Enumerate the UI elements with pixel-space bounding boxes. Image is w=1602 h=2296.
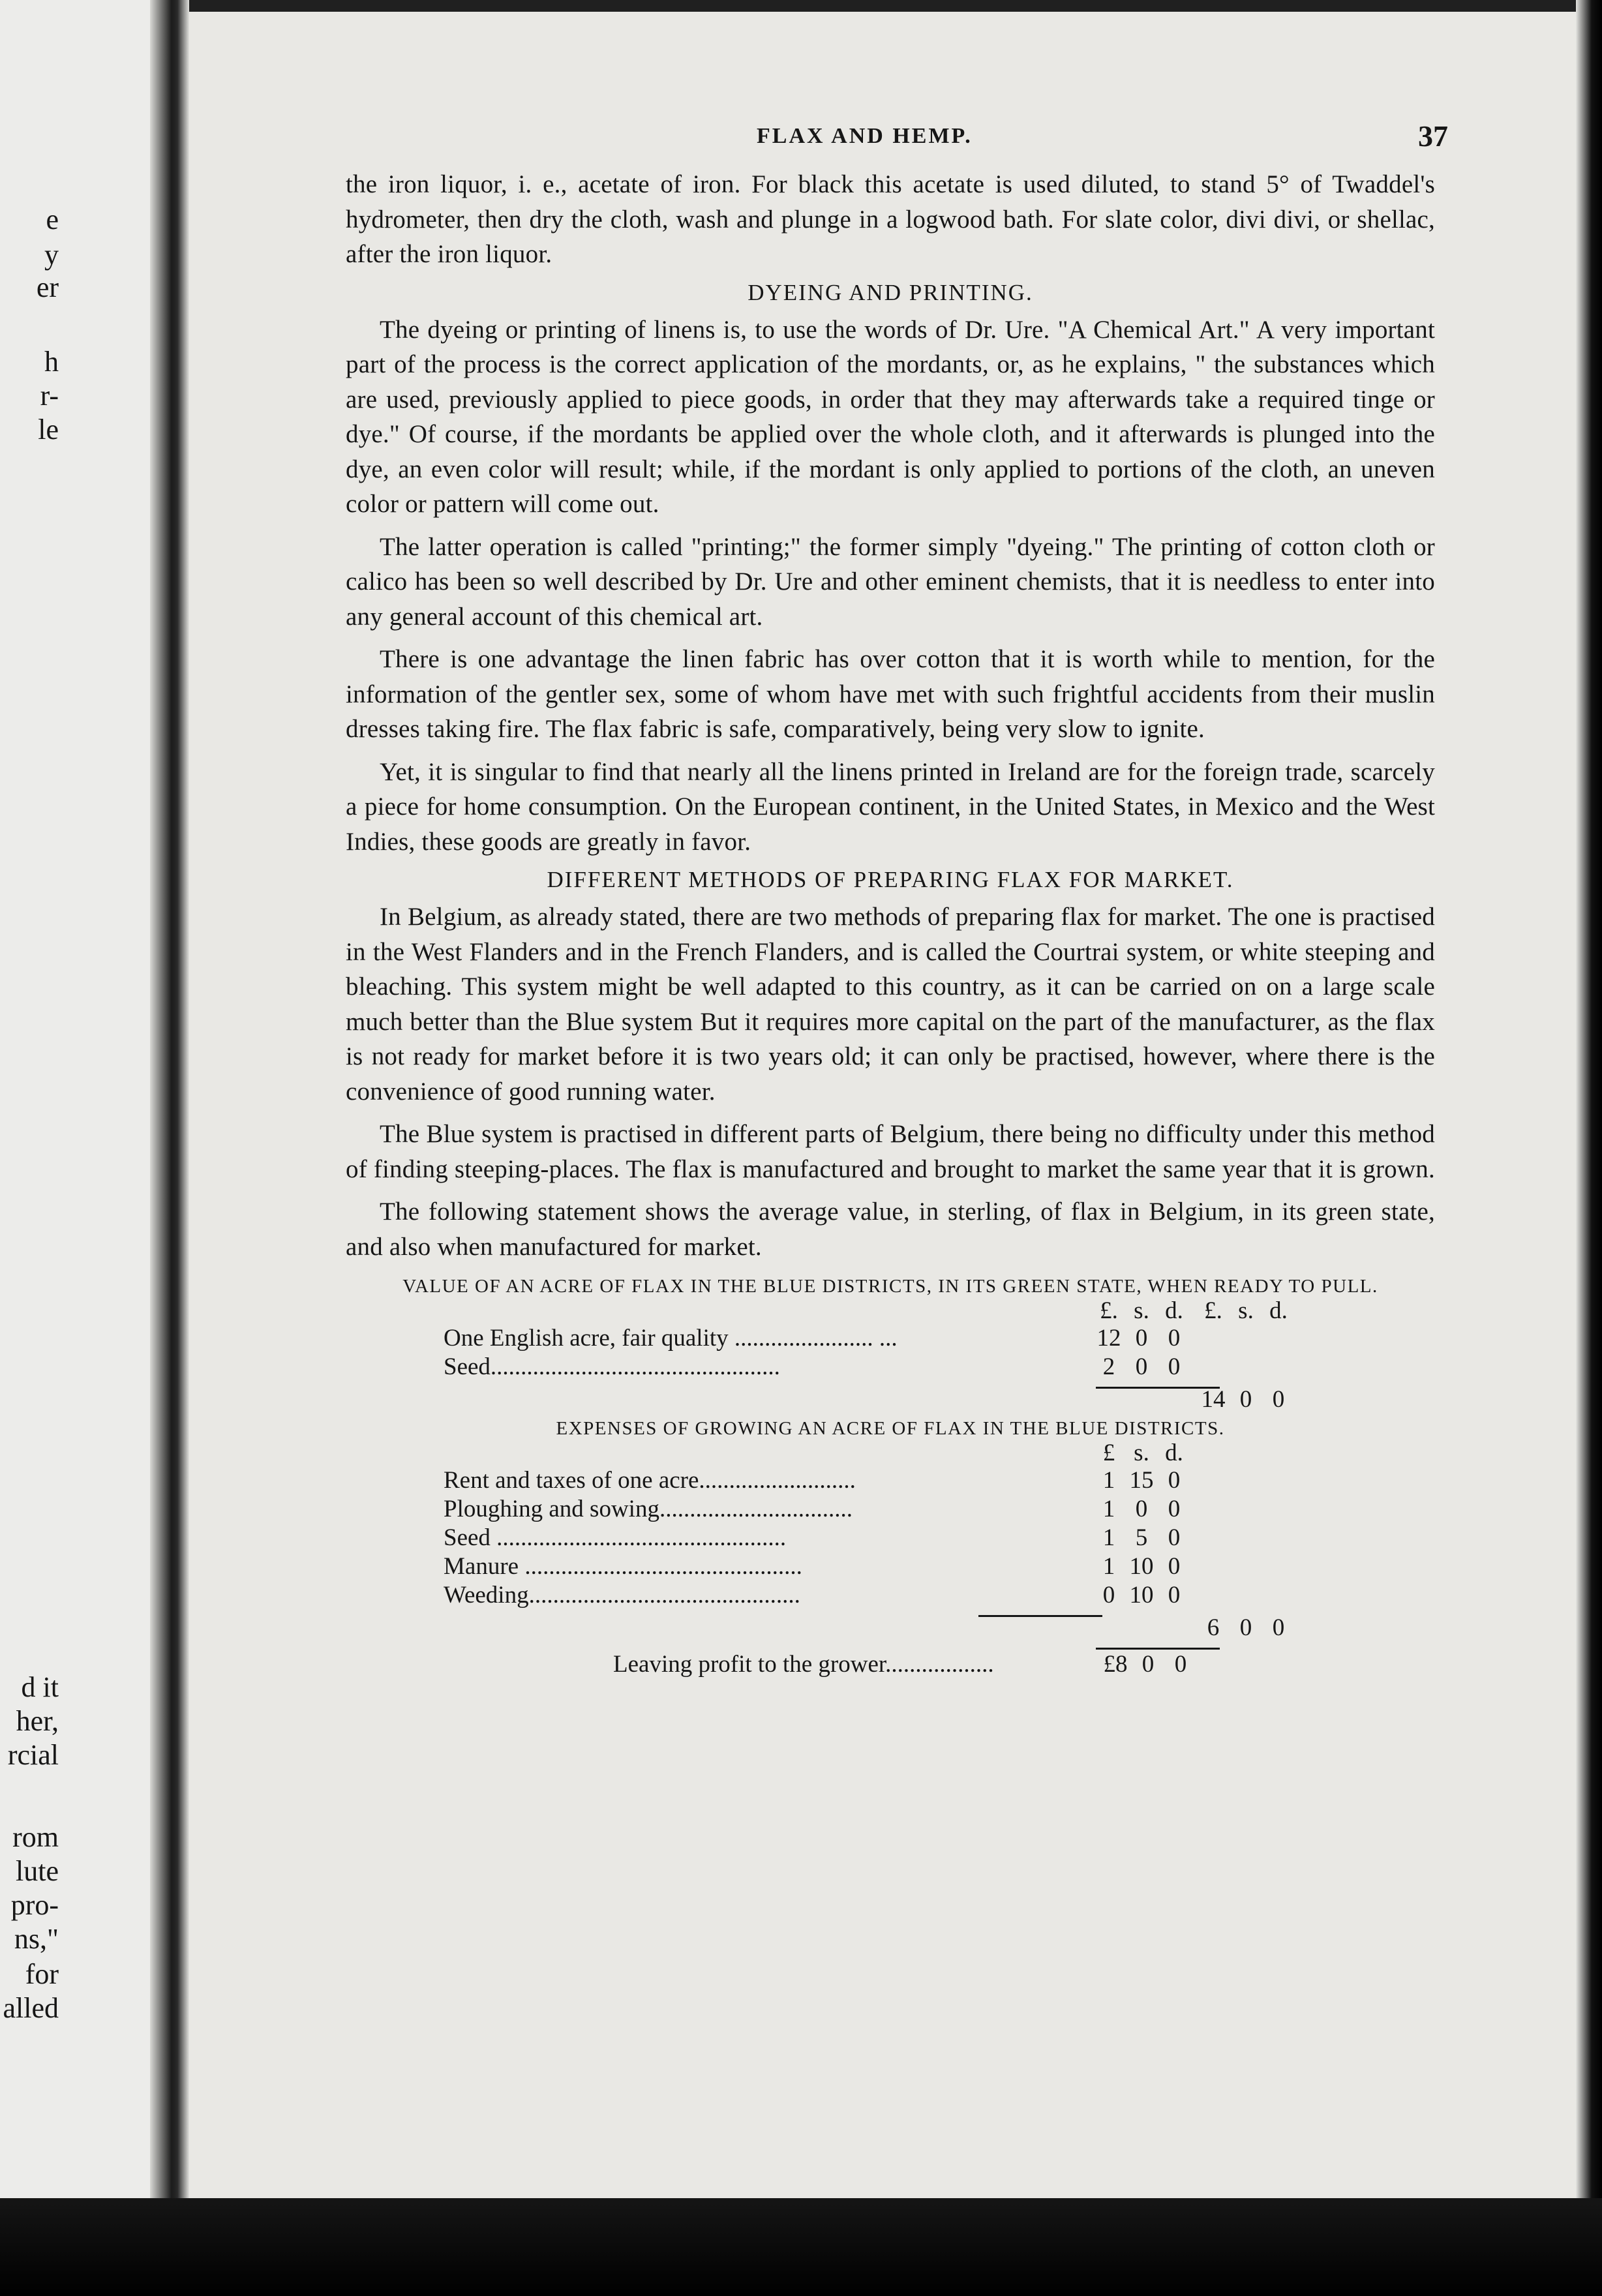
total-pence: 0 (1272, 1614, 1285, 1641)
column-header: £. (1204, 1297, 1222, 1324)
pence-value: 0 (1168, 1325, 1181, 1352)
column-header: d. (1165, 1297, 1183, 1324)
row-label: Rent and taxes of one acre.......................... (444, 1467, 856, 1494)
table-row (444, 1524, 1435, 1552)
left-fragment: rcial (7, 1739, 59, 1771)
left-fragment: ns," (14, 1923, 59, 1955)
total-pence: 0 (1272, 1386, 1285, 1413)
paragraph: The following statement shows the average value, in sterling, of flax in Belgium, in its green state, and also when manufactured for market. (346, 1198, 1435, 1261)
shillings-value: 15 (1129, 1467, 1154, 1494)
shillings-value: 10 (1129, 1553, 1154, 1580)
paragraph: Yet, it is singular to find that nearly all the linens printed in Ireland are for the foreign trade, scarcely a piece for home consumption. On the European continent, in the United States, in Mexico and the West Indies, these goods are greatly in favor. (346, 757, 1435, 856)
running-title: FLAX AND HEMP. (757, 124, 973, 148)
table-row (444, 1552, 1435, 1581)
page-header (346, 119, 1448, 167)
bottom-scan-edge (0, 2198, 1602, 2296)
total-row (444, 1614, 1435, 1642)
pounds-value: 1 (1102, 1467, 1115, 1494)
left-fragment: h (44, 346, 59, 378)
shillings-value: 10 (1129, 1582, 1154, 1609)
shillings-value: 0 (1135, 1325, 1148, 1352)
pounds-value: 1 (1102, 1524, 1115, 1551)
paragraph: The dyeing or printing of linens is, to use the words of Dr. Ure. "A Chemical Art." A very important part of the process is the correct application of the mordants, or, as he explains, " the substances which are used, previously applied to piece goods, in order that they may afterwards take a required tinge or dye." Of course, if the mordants be applied over the whole cloth, and it afterwards is plunged into the dye, an even color will result; while, if the mordant is only applied to portions of the cloth, an uneven color or pattern will come out. (346, 315, 1435, 518)
column-header: £ (1102, 1440, 1115, 1466)
table-row (444, 1353, 1435, 1382)
left-fragment: pro- (10, 1889, 59, 1921)
total-shillings: 0 (1239, 1614, 1252, 1641)
expenses-table (346, 1439, 1435, 1713)
pence-value: 0 (1168, 1524, 1181, 1551)
column-header: d. (1165, 1440, 1183, 1466)
table-row (444, 1495, 1435, 1524)
left-fragment: y (44, 239, 59, 271)
shillings-value: 0 (1135, 1353, 1148, 1380)
column-header-row (444, 1439, 1435, 1468)
book-page (346, 119, 1448, 1713)
left-fragment: lute (16, 1855, 59, 1887)
left-fragment: d it (21, 1671, 59, 1703)
left-fragment: alled (3, 1992, 59, 2024)
profit-pounds: £8 (1103, 1651, 1128, 1678)
total-pounds: 14 (1201, 1386, 1226, 1413)
row-label: Seed ................................................ (444, 1524, 787, 1551)
table-row (444, 1581, 1435, 1610)
pence-value: 0 (1168, 1353, 1181, 1380)
shillings-value: 0 (1135, 1496, 1148, 1522)
value-table (346, 1297, 1435, 1414)
profit-shillings: 0 (1141, 1651, 1155, 1678)
table-title: VALUE OF AN ACRE OF FLAX IN THE BLUE DISTRICTS, IN ITS GREEN STATE, WHEN READY TO PULL. (402, 1276, 1378, 1297)
left-fragment: rom (12, 1821, 59, 1853)
table-title: EXPENSES OF GROWING AN ACRE OF FLAX IN THE BLUE DISTRICTS. (556, 1418, 1225, 1439)
column-header: s. (1134, 1440, 1149, 1466)
pounds-value: 2 (1102, 1353, 1115, 1380)
total-pounds: 6 (1207, 1614, 1220, 1641)
page-number: 37 (1418, 119, 1448, 153)
left-fragment: er (36, 271, 59, 303)
section-heading: DIFFERENT METHODS OF PREPARING FLAX FOR MARKET. (547, 867, 1234, 892)
column-header: £. (1100, 1297, 1118, 1324)
paragraph: the iron liquor, i. e., acetate of iron. For black this acetate is used diluted, to stand 5° of Twaddel's hydrometer, then dry the cloth, wash and plunge in a logwood bath. For slate color, divi divi, or shellac, after the iron liquor. (346, 170, 1435, 268)
table-row (444, 1466, 1435, 1495)
pence-value: 0 (1168, 1582, 1181, 1609)
row-label: One English acre, fair quality ....................... ... (444, 1325, 898, 1352)
column-header: d. (1269, 1297, 1288, 1324)
row-label: Weeding............................................. (444, 1582, 800, 1609)
row-label: Manure .............................................. (444, 1553, 802, 1580)
pence-value: 0 (1168, 1467, 1181, 1494)
section-heading: DYEING AND PRINTING. (748, 279, 1033, 305)
profit-label: Leaving profit to the grower.................. (613, 1651, 994, 1678)
profit-pence: 0 (1174, 1651, 1187, 1678)
total-row (444, 1385, 1435, 1414)
shillings-value: 5 (1135, 1524, 1148, 1551)
row-label: Ploughing and sowing................................ (444, 1496, 853, 1522)
left-fragment: r- (40, 380, 59, 412)
pounds-value: 12 (1096, 1325, 1121, 1352)
top-scan-edge (189, 0, 1576, 12)
paragraph: In Belgium, as already stated, there are two methods of preparing flax for market. The one is practised in the West Flanders and in the French Flanders, and is called the Courtrai system, or white steeping and bleaching. This system might be well adapted to this country, as it can be carried on on a large scale much better than the Blue system But it requires more capital on the part of the manufacturer, as the flax is not ready for market before it is two years old; it can only be practised, however, where there is the convenience of good running water. (346, 903, 1435, 1106)
left-fragment: her, (16, 1705, 59, 1737)
pence-value: 0 (1168, 1553, 1181, 1580)
paragraph: The latter operation is called "printing;" the former simply "dyeing." The printing of cotton cloth or calico has been so well described by Dr. Ure and other eminent chemists, that it is needless to enter into any general account of this chemical art. (346, 532, 1435, 631)
pounds-value: 1 (1102, 1496, 1115, 1522)
pounds-value: 0 (1102, 1582, 1115, 1609)
left-page-text-fragments (0, 0, 59, 2296)
column-header-row (444, 1297, 1435, 1325)
left-fragment: e (46, 204, 59, 235)
table-row (444, 1324, 1435, 1353)
pence-value: 0 (1168, 1496, 1181, 1522)
pounds-value: 1 (1102, 1553, 1115, 1580)
left-fragment: for (25, 1958, 59, 1990)
left-fragment: le (38, 414, 59, 446)
paragraph: The Blue system is practised in different parts of Belgium, there being no difficulty under this method of finding steeping-places. The flax is manufactured and brought to market the same year that it is grown. (346, 1120, 1435, 1183)
paragraph: There is one advantage the linen fabric has over cotton that it is worth while to mention, for the information of the gentler sex, some of whom have met with such frightful accidents from their muslin dresses taking fire. The flax fabric is safe, comparatively, being very slow to ignite. (346, 645, 1435, 743)
sum-rule (1096, 1648, 1220, 1650)
right-scan-edge (1576, 0, 1602, 2296)
total-shillings: 0 (1239, 1386, 1252, 1413)
binding-gutter (150, 0, 189, 2296)
column-header: s. (1238, 1297, 1254, 1324)
profit-row (613, 1650, 1435, 1679)
column-header: s. (1134, 1297, 1149, 1324)
row-label: Seed................................................ (444, 1353, 780, 1380)
